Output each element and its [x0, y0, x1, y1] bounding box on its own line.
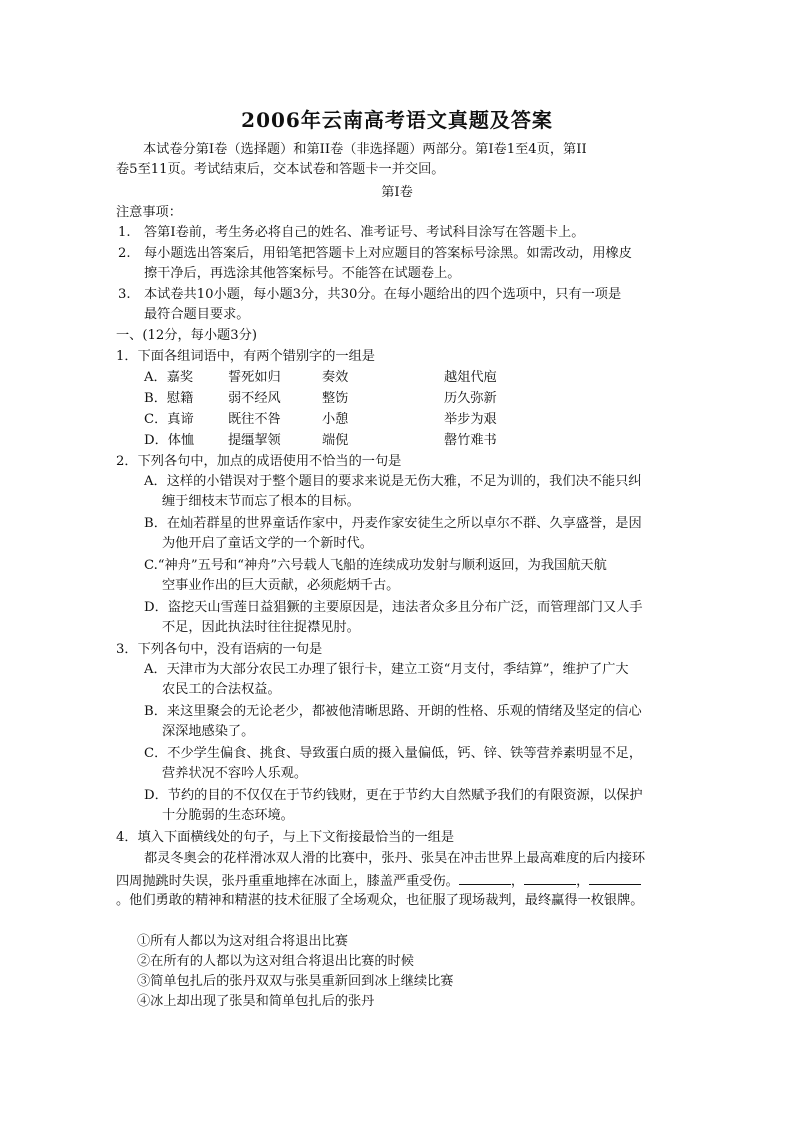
option-cell: 誓死如归: [228, 370, 281, 385]
option-cell: 举步为艰: [444, 412, 497, 427]
option-cell: 历久弥新: [444, 391, 497, 406]
notes-heading: 注意事项：: [116, 205, 182, 220]
option-cell: C．真谛: [144, 412, 194, 427]
question-stem: 2．下列各句中，加点的成语使用不恰当的一句是: [116, 454, 402, 469]
option-line: 农民工的合法权益。: [162, 682, 281, 697]
blank-separator: ，: [576, 874, 590, 889]
note-number: 3.: [118, 287, 131, 302]
option-line: D．节约的目的不仅仅在于节约钱财，更在于节约大自然赋予我们的有限资源，以保护: [144, 788, 643, 803]
option-cell: 罄竹难书: [444, 433, 497, 448]
passage-line: 都灵冬奥会的花样滑冰双人滑的比赛中，张丹、张昊在冲击世界上最高难度的后内接环: [144, 851, 646, 866]
option-line: A．天津市为大部分农民工办理了银行卡，建立工资“月支付，季结算”，维护了广大: [144, 662, 629, 677]
note-line: 答第Ⅰ卷前，考生务必将自己的姓名、准考证号、考试科目涂写在答题卡上。: [144, 225, 585, 240]
passage-line: 。他们勇敢的精神和精湛的技术征服了全场观众，也征服了现场裁判，最终赢得一枚银牌。: [116, 893, 644, 908]
option-line: 为他开启了童话文学的一个新时代。: [162, 536, 373, 551]
passage-line: [116, 870, 641, 892]
question-stem: 3．下列各句中，没有语病的一句是: [116, 642, 323, 657]
intro-line-1: 本试卷分第Ⅰ卷（选择题）和第II卷（非选择题）两部分。第Ⅰ卷1至4页，第II: [143, 142, 587, 157]
note-line: 擦干净后，再选涂其他答案标号。不能答在试题卷上。: [144, 266, 461, 281]
answer-blank: [459, 870, 511, 885]
option-line: A．这样的小错误对于整个题目的要求来说是无伤大雅，不足为训的，我们决不能只纠: [144, 474, 642, 489]
option-cell: 既往不咎: [228, 412, 281, 427]
intro-line-2: 卷5至11页。考试结束后，交本试卷和答题卡一并交回。: [116, 162, 445, 177]
option-line: B．来这里聚会的无论老少，都被他清晰思路、开朗的性格、乐观的情绪及坚定的信心: [144, 704, 642, 719]
option-cell: 提缰挈领: [228, 433, 281, 448]
section-heading: 一、(12分，每小题3分): [116, 328, 257, 343]
option-line: 营养状况不容吟人乐观。: [162, 766, 308, 781]
note-line: 每小题选出答案后，用铅笔把答题卡上对应题目的答案标号涂黑。如需改动，用橡皮: [144, 246, 632, 261]
option-cell: 小憩: [322, 412, 349, 427]
option-cell: 端倪: [322, 433, 349, 448]
option-cell: 越俎代庖: [444, 370, 497, 385]
answer-blank: [524, 870, 576, 885]
note-line: 本试卷共10小题，每小题3分，共30分。在每小题给出的四个选项中，只有一项是: [144, 287, 622, 302]
option-line: B．在灿若群星的世界童话作家中，丹麦作家安徒生之所以卓尔不群、久享盛誉，是因: [144, 516, 642, 531]
option-line: 空事业作出的巨大贡献，必须彪炳千古。: [162, 578, 400, 593]
blank-separator: ，: [510, 874, 525, 889]
option-line: 深深地感染了。: [162, 724, 255, 739]
option-line: 十分脆弱的生态环境。: [162, 808, 294, 823]
option-cell: B．慰籍: [144, 391, 194, 406]
intro-paragraph: [116, 140, 676, 180]
choice-item: ②在所有的人都以为这对组合将退出比赛的时候: [137, 954, 414, 969]
part-heading: 第Ⅰ卷: [381, 185, 413, 200]
option-cell: D．体恤: [144, 433, 195, 448]
option-cell: 整饬: [322, 391, 349, 406]
option-line: 不足，因此执法时往往捉襟见肘。: [162, 620, 360, 635]
question-stem: 4．填入下面横线处的句子，与上下文衔接最恰当的一组是: [116, 830, 455, 845]
option-cell: 弱不经风: [228, 391, 281, 406]
page-title: 2006年云南高考语文真题及答案: [241, 108, 553, 132]
option-line: 缠于细枝末节而忘了根本的目标。: [162, 494, 360, 509]
choice-item: ③简单包扎后的张丹双双与张昊重新回到冰上继续比赛: [137, 974, 454, 989]
question-stem: 1．下面各组词语中，有两个错别字的一组是: [116, 349, 375, 364]
answer-blank: [589, 870, 641, 885]
choice-item: ①所有人都以为这对组合将退出比赛: [137, 934, 348, 949]
option-cell: 奏效: [322, 370, 349, 385]
note-number: 2.: [118, 246, 131, 261]
option-line: D．盗挖天山雪莲日益猖獗的主要原因是，违法者众多且分布广泛，而管理部门又人手: [144, 600, 643, 615]
option-line: C.“神舟”五号和“神舟”六号载人飞船的连续成功发射与顺利返回，为我国航天航: [144, 558, 607, 573]
note-number: 1.: [118, 225, 131, 240]
option-line: C．不少学生偏食、挑食、导致蛋白质的摄入量偏低，钙、锌、铁等营养素明显不足，: [144, 746, 643, 761]
choice-item: ④冰上却出现了张昊和简单包扎后的张丹: [137, 994, 375, 1009]
note-line: 最符合题目要求。: [144, 307, 250, 322]
passage-text: 四周抛跳时失误，张丹重重地摔在冰面上，膝盖严重受伤。: [116, 874, 459, 889]
option-cell: A．嘉奖: [144, 370, 194, 385]
